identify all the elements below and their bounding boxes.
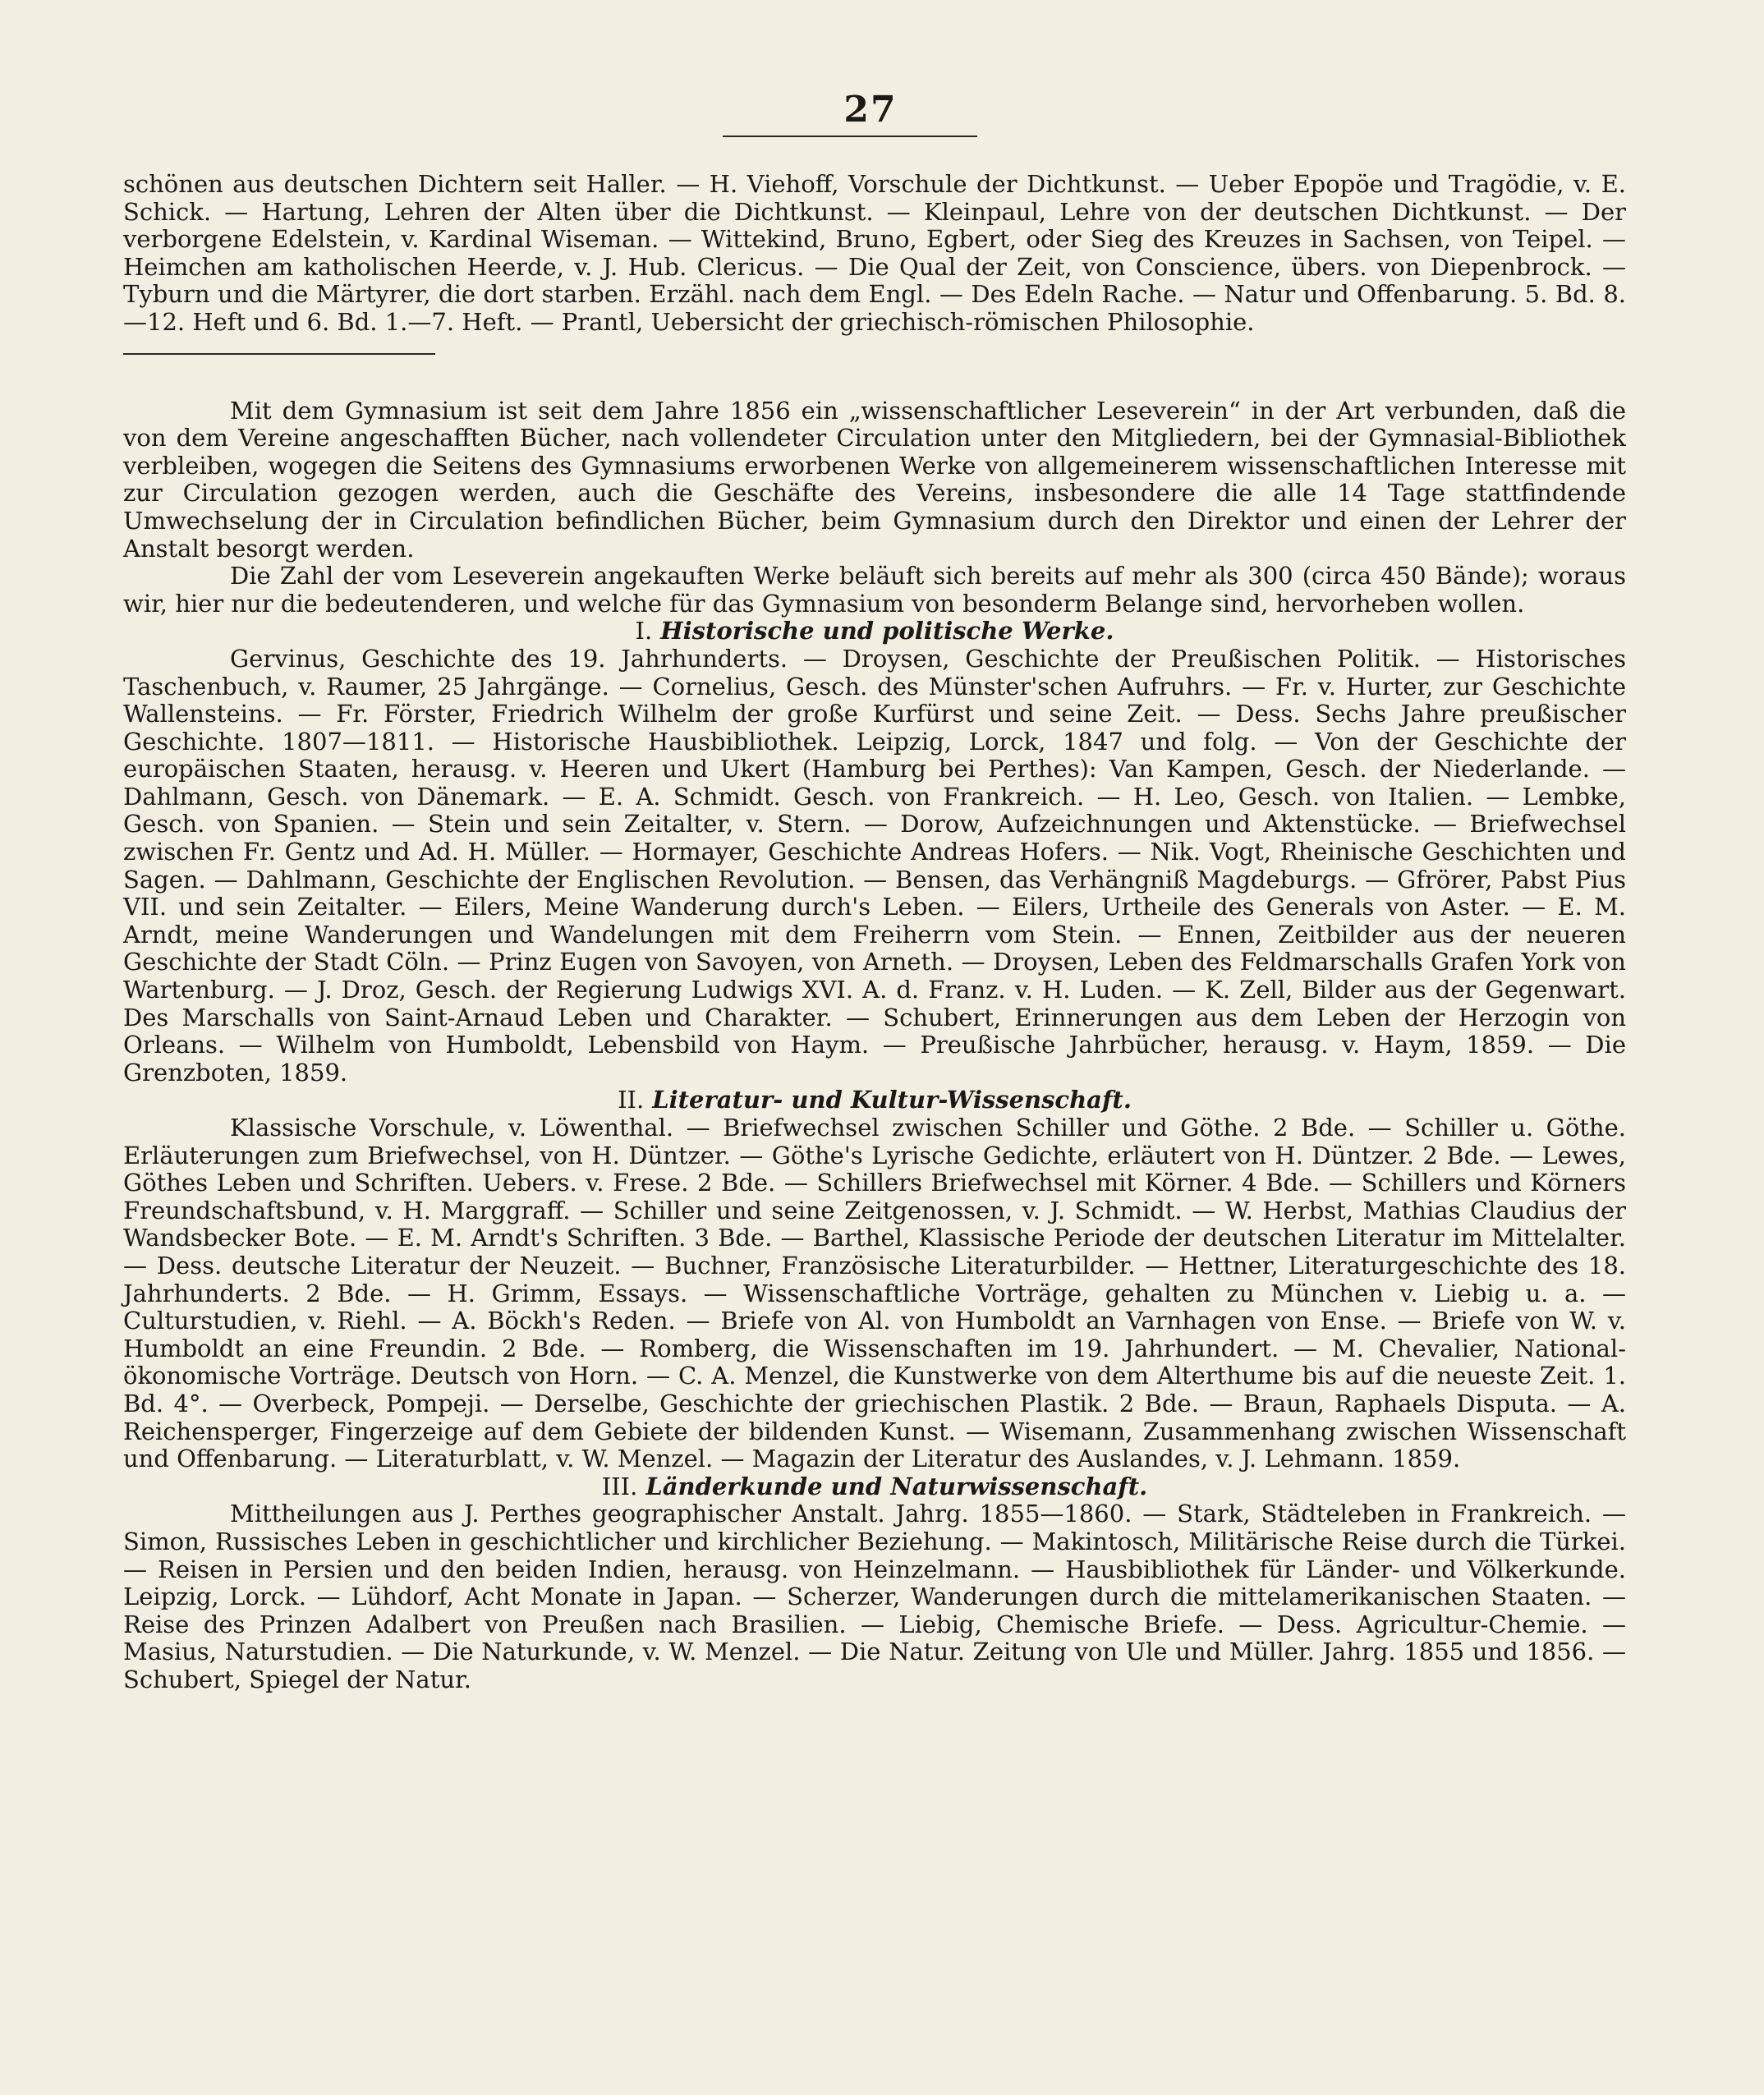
- lead-paragraph: schönen aus deutschen Dichtern seit Haller. — H. Viehoff, Vorschule der Dichtkunst. — Ueber Epopöe und Tragödie, v. E. Schick. — Hartung, Lehren der Alten über die Dichtkunst. — Kleinpaul, Lehre von der deutschen Dichtkunst. — Der verborgene Edelstein, v. Kardinal Wiseman. — Wittekind, Bruno, Egbert, oder Sieg des Kreuzes in Sachsen, von Teipel. — Heimchen am katholischen Heerde, v. J. Hub. Clericus. — Die Qual der Zeit, von Conscience, übers. von Diepenbrock. — Tyburn und die Märtyrer, die dort starben. Erzähl. nach dem Engl. — Des Edeln Rache. — Natur und Offenbarung. 5. Bd. 8.—12. Heft und 6. Bd. 1.—7. Heft. — Prantl, Uebersicht der griechisch-römischen Philosophie.: [123, 170, 1626, 336]
- section-text: Klassische Vorschule, v. Löwenthal. — Briefwechsel zwischen Schiller und Göthe. 2 Bde. — Schiller u. Göthe. Erläuterungen zum Briefwechsel, von H. Düntzer. — Göthe's Lyrische Gedichte, erläutert von H. Düntzer. 2 Bde. — Lewes, Göthes Leben und Schriften. Uebers. v. Frese. 2 Bde. — Schillers Briefwechsel mit Körner. 4 Bde. — Schillers und Körners Freundschaftsbund, v. H. Marggraff. — Schiller und seine Zeitgenossen, v. J. Schmidt. — W. Herbst, Mathias Claudius der Wandsbecker Bote. — E. M. Arndt's Schriften. 3 Bde. — Barthel, Klassische Periode der deutschen Literatur im Mittelalter. — Dess. deutsche Literatur der Neuzeit. — Buchner, Französische Literaturbilder. — Hettner, Literaturgeschichte des 18. Jahrhunderts. 2 Bde. — H. Grimm, Essays. — Wissenschaftliche Vorträge, gehalten zu München v. Liebig u. a. — Culturstudien, v. Riehl. — A. Böckh's Reden. — Briefe von Al. von Humboldt an Varnhagen von Ense. — Briefe von W. v. Humboldt an eine Freundin. 2 Bde. — Romberg, die Wissenschaften im 19. Jahrhundert. — M. Chevalier, National-ökonomische Vorträge. Deutsch von Horn. — C. A. Menzel, die Kunstwerke von dem Alterthume bis auf die neueste Zeit. 1. Bd. 4°. — Overbeck, Pompeji. — Derselbe, Geschichte der griechischen Plastik. 2 Bde. — Braun, Raphaels Disputa. — A. Reichensperger, Fingerzeige auf dem Gebiete der bildenden Kunst. — Wisemann, Zusammenhang zwischen Wissenschaft und Offenbarung. — Literaturblatt, v. W. Menzel. — Magazin der Literatur des Auslandes, v. J. Lehmann. 1859.: [123, 1114, 1626, 1473]
- section-heading: [123, 1473, 1626, 1501]
- count-paragraph: Die Zahl der vom Leseverein angekauften Werke beläuft sich bereits auf mehr als 300 (circa 450 Bände); woraus wir, hier nur die bedeutenderen, und welche für das Gymnasium von besonderm Belange sind, hervorheben wollen.: [123, 562, 1626, 618]
- section-title: Literatur- und Kultur-Wissenschaft.: [652, 1086, 1132, 1114]
- section-heading: [123, 1087, 1626, 1114]
- section-text: Mittheilungen aus J. Perthes geographischer Anstalt. Jahrg. 1855—1860. — Stark, Städteleben in Frankreich. — Simon, Russisches Leben in geschichtlicher und kirchlicher Beziehung. — Makintosch, Militärische Reise durch die Türkei. — Reisen in Persien und den beiden Indien, herausg. von Heinzelmann. — Hausbibliothek für Länder- und Völkerkunde. Leipzig, Lorck. — Lühdorf, Acht Monate in Japan. — Scherzer, Wanderungen durch die mittelamerikanischen Staaten. — Reise des Prinzen Adalbert von Preußen nach Brasilien. — Liebig, Chemische Briefe. — Dess. Agricultur-Chemie. — Masius, Naturstudien. — Die Naturkunde, v. W. Menzel. — Die Natur. Zeitung von Ule und Müller. Jahrg. 1855 und 1856. — Schubert, Spiegel der Natur.: [123, 1500, 1626, 1693]
- section-text: Gervinus, Geschichte des 19. Jahrhunderts. — Droysen, Geschichte der Preußischen Politik. — Historisches Taschenbuch, v. Raumer, 25 Jahrgänge. — Cornelius, Gesch. des Münster'schen Aufruhrs. — Fr. v. Hurter, zur Geschichte Wallensteins. — Fr. Förster, Friedrich Wilhelm der große Kurfürst und seine Zeit. — Dess. Sechs Jahre preußischer Geschichte. 1807—1811. — Historische Hausbibliothek. Leipzig, Lorck, 1847 und folg. — Von der Geschichte der europäischen Staaten, herausg. v. Heeren und Ukert (Hamburg bei Perthes): Van Kampen, Gesch. der Niederlande. — Dahlmann, Gesch. von Dänemark. — E. A. Schmidt. Gesch. von Frankreich. — H. Leo, Gesch. von Italien. — Lembke, Gesch. von Spanien. — Stein und sein Zeitalter, v. Stern. — Dorow, Aufzeichnungen und Aktenstücke. — Briefwechsel zwischen Fr. Gentz und Ad. H. Müller. — Hormayer, Geschichte Andreas Hofers. — Nik. Vogt, Rheinische Geschichten und Sagen. — Dahlmann, Geschichte der Englischen Revolution. — Bensen, das Verhängniß Magdeburgs. — Gfrörer, Pabst Pius VII. und sein Zeitalter. — Eilers, Meine Wanderung durch's Leben. — Eilers, Urtheile des Generals von Aster. — E. M. Arndt, meine Wanderungen und Wandelungen mit dem Freiherrn vom Stein. — Ennen, Zeitbilder aus der neueren Geschichte der Stadt Cöln. — Prinz Eugen von Savoyen, von Arneth. — Droysen, Leben des Feldmarschalls Grafen York von Wartenburg. — J. Droz, Gesch. der Regierung Ludwigs XVI. A. d. Franz. v. H. Luden. — K. Zell, Bilder aus der Gegenwart. Des Marschalls von Saint-Arnaud Leben und Charakter. — Schubert, Erinnerungen aus dem Leben der Herzogin von Orleans. — Wilhelm von Humboldt, Lebensbild von Haym. — Preußische Jahrbücher, herausg. v. Haym, 1859. — Die Grenzboten, 1859.: [123, 644, 1626, 1087]
- page-number: 27: [843, 89, 898, 131]
- page-body: [123, 171, 1626, 1693]
- section-title: Historische und politische Werke.: [660, 617, 1114, 645]
- section-heading: [123, 618, 1626, 645]
- header-rule: [723, 136, 977, 137]
- section-numeral: I.: [635, 617, 653, 645]
- section-divider: [123, 353, 435, 355]
- section-numeral: II.: [618, 1086, 645, 1114]
- section-title: Länderkunde und Naturwissenschaft.: [645, 1472, 1148, 1500]
- leseverein-paragraph: Mit dem Gymnasium ist seit dem Jahre 1856 ein „wissenschaftlicher Leseverein“ in der Art verbunden, daß die von dem Vereine angeschafften Bücher, nach vollendeter Circulation unter den Mitgliedern, bei der Gymnasial-Bibliothek verbleiben, wogegen die Seitens des Gymnasiums erworbenen Werke von allgemeinerem wissenschaftlichen Interesse mit zur Circulation gezogen werden, auch die Geschäfte des Vereins, insbesondere die alle 14 Tage stattfindende Umwechselung der in Circulation befindlichen Bücher, beim Gymnasium durch den Direktor und einen der Lehrer der Anstalt besorgt werden.: [123, 396, 1626, 563]
- section-numeral: III.: [601, 1472, 638, 1500]
